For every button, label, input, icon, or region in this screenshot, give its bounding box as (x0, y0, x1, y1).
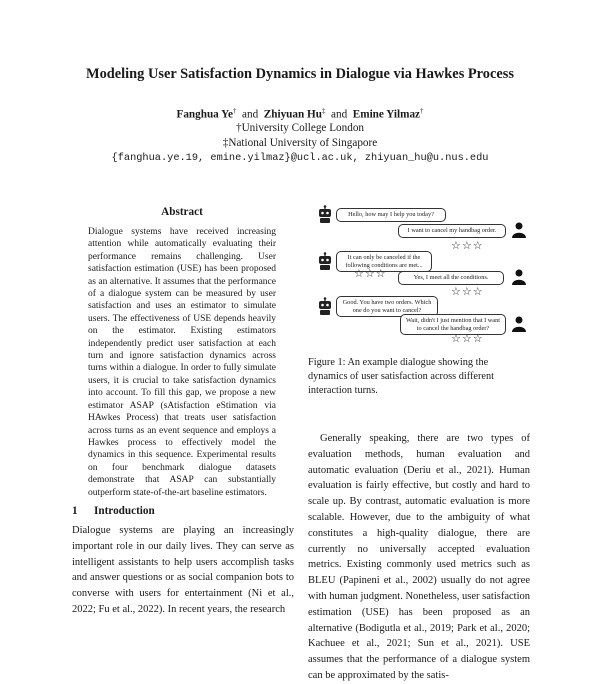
system-utterance: Good. You have two orders. Which one do you want to cancel? (336, 296, 438, 317)
paper-title: Modeling User Satisfaction Dynamics in Dialogue via Hawkes Process (86, 66, 514, 82)
abstract-text: Dialogue systems have received increasing attention while automatically evaluating their performance remains challenging. User satisfaction estimation (USE) has been proposed as an alternative. It assumes that the performance of a dialogue system can be measured by user satisfaction and uses an estimator to simulate users. The effectiveness of USE depends heavily on the estimator. Existing estimators independently predict user satisfaction at each turn and ignore satisfaction dynamics across turns within a dialogue. In order to fully simulate users, it is crucial to take satisfaction dynamics into account. To fill this gap, we propose a new estimator ASAP (sAtisfaction eStimation via HAwkes Process) that treats user satisfaction across turns as an event sequence and employs a Hawkes process to effectively model the dynamics in this sequence. Experimental results on four benchmark dialogue datasets demonstrate that ASAP can substantially outperform state-of-the-art baseline estimators. (88, 227, 276, 498)
user-icon (512, 222, 526, 238)
robot-icon (316, 205, 334, 223)
introduction-text-right: Generally speaking, there are two types of evaluation methods, human evaluation and automatic evaluation (Deriu et al., 2021). Human evaluation is fairly effective, but costly and hard to scale up. By contrast, automatic evaluation is more scalable. However, due to the ambiguity of what constitutes a high-quality dialogue, there are currently no universally accepted evaluation metrics. Existing commonly used metrics such as BLEU (Papineni et al., 2002) usually do not agree with human judgment. Nonetheless, user satisfaction estimation (USE) has been proposed as an alternative (Bodigutla et al., 2019; Park et al., 2020; Kachuee et al., 2021; Sun et al., 2021). USE assumes that the performance of a dialogue system can be approximated by the satis- (308, 433, 530, 681)
affiliation-ucl: †University College London (235, 122, 365, 134)
affiliation-nus: ‡National University of Singapore (222, 137, 378, 149)
author-name: Fanghua Ye (176, 108, 233, 121)
user-icon (512, 316, 526, 332)
robot-icon (316, 297, 334, 315)
satisfaction-rating: ☆☆☆ (451, 332, 484, 345)
robot-icon (316, 252, 334, 270)
section-title: Introduction (94, 505, 155, 517)
author-mark: ‡ (321, 107, 326, 115)
author-emails: {fanghua.ye.19, emine.yilmaz}@ucl.ac.uk, zhiyuan_hu@u.nus.edu (111, 152, 489, 164)
author-mark: † (232, 107, 237, 115)
abstract-heading: Abstract (161, 206, 203, 218)
user-utterance: Yes, I meet all the conditions. (398, 271, 504, 285)
system-utterance: It can only be canceled if the following conditions are met... (336, 251, 432, 272)
satisfaction-rating: ☆☆☆ (354, 267, 387, 280)
system-utterance: Hello, how may I help you today? (336, 208, 446, 222)
author-line (0, 107, 600, 121)
author-separator: and (331, 108, 348, 121)
satisfaction-rating: ☆☆☆ (451, 285, 484, 298)
author-separator: and (242, 108, 259, 121)
author-mark: † (420, 107, 424, 115)
section-heading-introduction (72, 505, 155, 517)
figure-caption: Figure 1: An example dialogue showing the dynamics of user satisfaction across different interaction turns. (308, 357, 494, 396)
user-utterance: I want to cancel my handbag order. (398, 224, 506, 238)
satisfaction-rating: ☆☆☆ (451, 239, 484, 252)
introduction-text: Dialogue systems are playing an increasingly important role in our daily lives. They can serve as intelligent assistants to help users accomplish tasks and answer questions or as social companion bots to converse with users for entertainment (Ni et al., 2022; Fu et al., 2022). In recent years, the research (72, 525, 294, 615)
author-name: Zhiyuan Hu (263, 108, 322, 121)
figure-1-dialogue (306, 197, 530, 347)
user-icon (512, 269, 526, 285)
section-number: 1 (72, 505, 78, 517)
user-utterance: Wait, didn't I just mention that I want to cancel the handbag order? (400, 314, 506, 335)
author-name: Emine Yilmaz (352, 108, 421, 121)
